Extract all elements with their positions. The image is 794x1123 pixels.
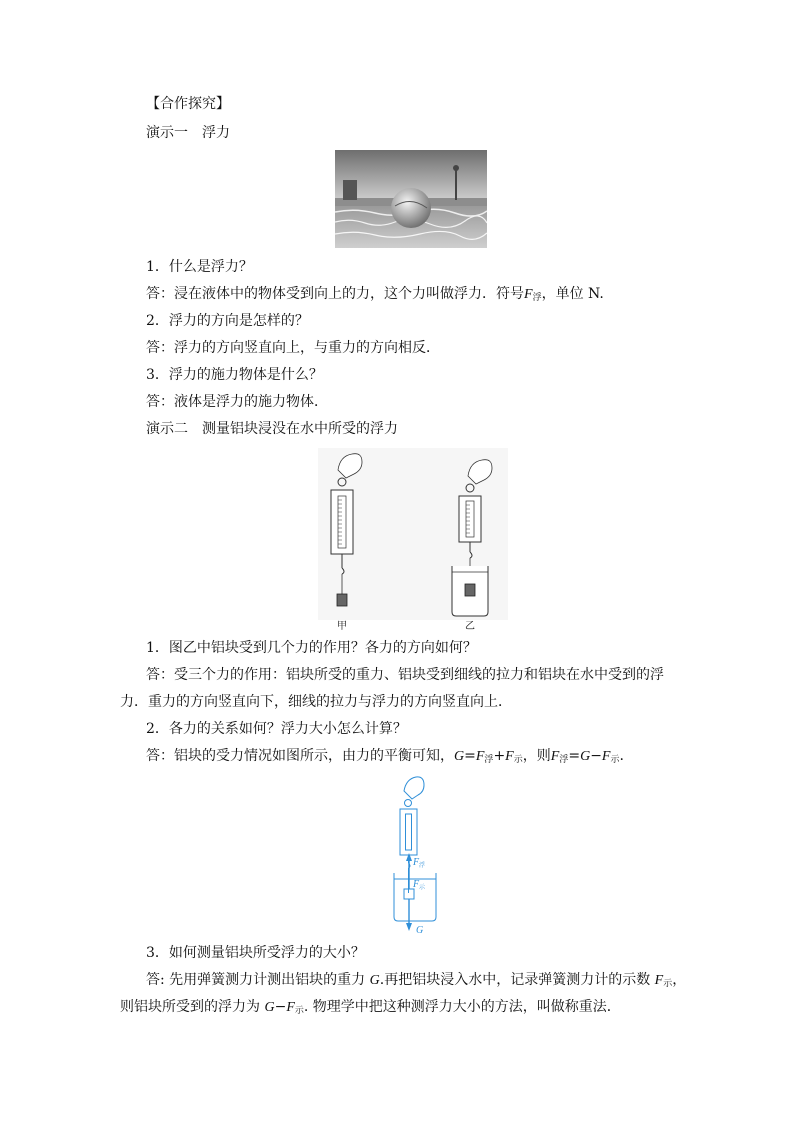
demo1-answer-3: 答：液体是浮力的施力物体．	[146, 394, 328, 410]
svg-text:示: 示	[419, 884, 426, 891]
demo2-answer-2: 答：铝块的受力情况如图所示，由力的平衡可知，$G=F_浮+F_示$，则$F_浮=G-F_示$.	[146, 748, 624, 765]
spring-scale-figure	[318, 448, 508, 620]
demo2-answer-1-line1: 答：受三个力的作用：铝块所受的重力、铝块受到细线的拉力和铝块在水中受到的浮	[146, 667, 664, 683]
demo2-question-3: 3．如何测量铝块所受浮力的大小？	[146, 945, 365, 961]
demo2-title: 演示二 测量铝块浸没在水中所受的浮力	[146, 421, 398, 437]
figure-label-yi: 乙	[465, 621, 475, 632]
demo1-title: 演示一 浮力	[146, 125, 230, 141]
demo2-answer-3-line1: 答: 先用弹簧测力计测出铝块的重力 G.再把铝块浸入水中，记录弹簧测力计的示数 $F_示$，	[146, 972, 687, 989]
force-label-up1: F	[413, 857, 420, 868]
demo1-question-2: 2．浮力的方向是怎样的？	[146, 313, 309, 329]
force-label-down: G	[416, 925, 424, 936]
force-label-up2: F	[413, 879, 420, 890]
aluminum-block-right	[465, 584, 475, 596]
demo2-answer-3-line2: 则铝块所受到的浮力为 $G-F_示$. 物理学中把这种测浮力大小的方法，叫做称重法．	[120, 999, 621, 1016]
floating-ball-photo	[335, 150, 487, 248]
svg-text:浮: 浮	[419, 862, 426, 869]
demo1-answer-2: 答：浮力的方向竖直向上，与重力的方向相反．	[146, 340, 440, 356]
demo1-question-1: 1．什么是浮力？	[146, 259, 253, 275]
demo2-question-1: 1．图乙中铝块受到几个力的作用？各力的方向如何？	[146, 640, 477, 656]
hand-icon	[404, 777, 424, 799]
aluminum-block-left	[337, 594, 347, 606]
demo1-answer-1: 答：浸在液体中的物体受到向上的力，这个力叫做浮力．符号$F_浮$，单位 N.	[146, 286, 604, 303]
demo2-answer-1-line2: 力．重力的方向竖直向下，细线的拉力与浮力的方向竖直向上．	[120, 694, 512, 710]
figure-label-jia: 甲	[337, 621, 347, 632]
demo2-question-2: 2．各力的关系如何？浮力大小怎么计算？	[146, 721, 407, 737]
force-diagram	[388, 775, 448, 937]
section-title: 【合作探究】	[146, 96, 230, 112]
demo1-question-3: 3．浮力的施力物体是什么？	[146, 367, 323, 383]
